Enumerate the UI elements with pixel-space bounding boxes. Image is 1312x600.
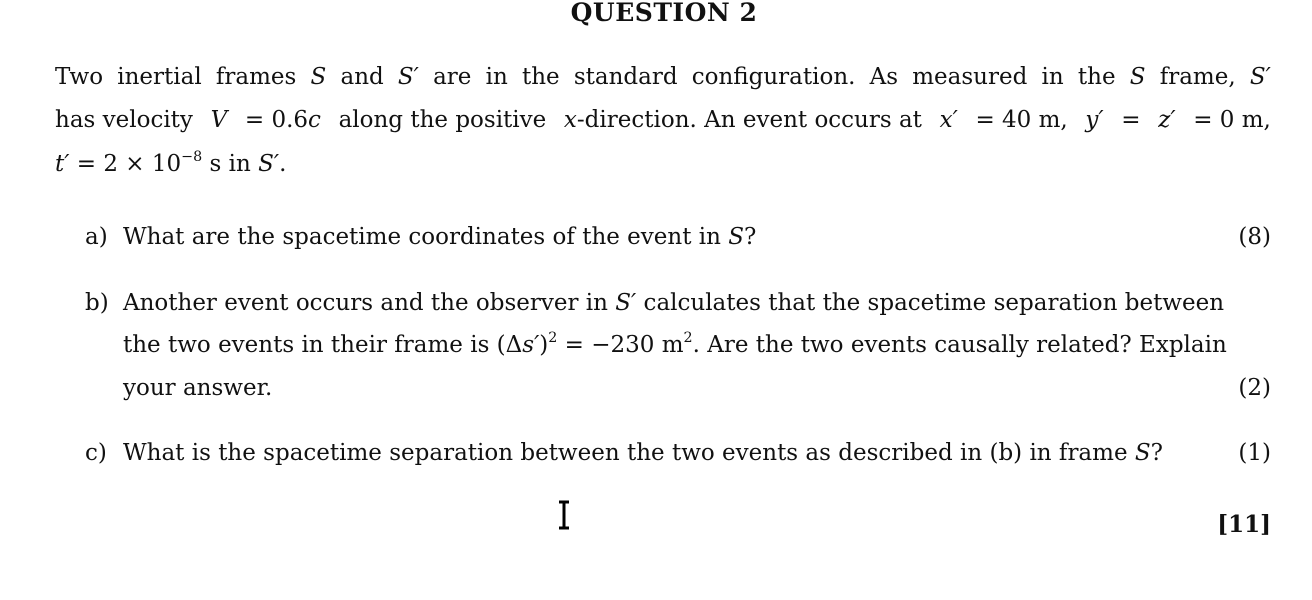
question-a-text [123,226,1271,249]
symbol-y-prime: y′ [1085,107,1104,133]
total-marks: [11] [1217,511,1271,538]
symbol-S-prime: S′ [397,64,419,90]
text-segment: What is the spacetime separation between the two events as described in (b) in frame [123,440,1135,466]
intro-line-1 [55,66,1271,89]
text-segment: = 40 m, [975,107,1068,133]
symbol-S: S [728,224,745,250]
word: and [340,64,384,90]
word: frames [215,64,297,90]
symbol-S-prime: S′ [1249,64,1271,90]
text-segment: = 0.6 [244,107,309,133]
word: inertial [117,64,202,90]
text-segment: ? [744,224,757,250]
text-segment: = 2 × 10 [76,151,182,177]
word: Two [55,64,104,90]
exponent: −8 [181,149,203,166]
symbol-S-prime: S′ [615,290,637,316]
word: are [433,64,472,90]
text-segment: calculates that the spacetime separation between [636,290,1225,316]
text-segment: ) [539,332,549,358]
question-c-marks: (1) [1238,440,1271,466]
word: frame, [1159,64,1236,90]
question-b-marks: (2) [1238,375,1271,401]
symbol-S: S [1134,440,1151,466]
word: in [485,64,508,90]
text-segment: What are the spacetime coordinates of the event in [123,224,729,250]
intro-line-3 [55,149,287,177]
text-segment: = −230 m [557,332,684,358]
question-b-line-2 [123,330,1271,358]
word: the [1077,64,1116,90]
question-b-line-1 [123,292,1271,315]
word: the [521,64,560,90]
text-segment: the two events in their frame is (Δ [123,332,523,358]
question-b-line-3: your answer. [123,375,273,401]
text-cursor-icon [556,500,572,530]
symbol-c: c [308,107,321,133]
text-segment: . [279,151,287,177]
text-segment: s in [202,151,259,177]
text-segment: -direction. An event occurs at [576,107,922,133]
symbol-s-prime: s′ [522,332,540,358]
text-segment: . Are the two events causally related? Explain [692,332,1227,358]
symbol-z-prime: z′ [1158,107,1176,133]
word: As [869,64,899,90]
intro-line-2 [55,109,1271,132]
word: configuration. [691,64,856,90]
symbol-x-prime: x′ [939,107,958,133]
text-segment: Another event occurs and the observer in [123,290,616,316]
question-title: QUESTION 2 [570,0,758,27]
question-a-label: a) [85,224,108,250]
text-segment: = [1121,107,1141,133]
exponent: 2 [548,330,558,347]
text-segment: has velocity [55,107,193,133]
symbol-S-prime: S′ [258,151,280,177]
question-c-text [123,442,1271,465]
exponent: 2 [683,330,693,347]
word: in [1041,64,1064,90]
word: standard [573,64,678,90]
question-a-marks: (8) [1238,224,1271,250]
symbol-t-prime: t′ [55,151,70,177]
intro-paragraph [55,66,1271,186]
symbol-V: V [210,107,228,133]
symbol-x: x [563,107,577,133]
word: measured [912,64,1028,90]
question-c-label: c) [85,440,107,466]
symbol-S: S [1129,64,1146,90]
question-b-label: b) [85,290,109,316]
text-segment: along the positive [338,107,547,133]
text-segment: ? [1150,440,1163,466]
symbol-S: S [310,64,327,90]
text-segment: = 0 m, [1193,107,1271,133]
